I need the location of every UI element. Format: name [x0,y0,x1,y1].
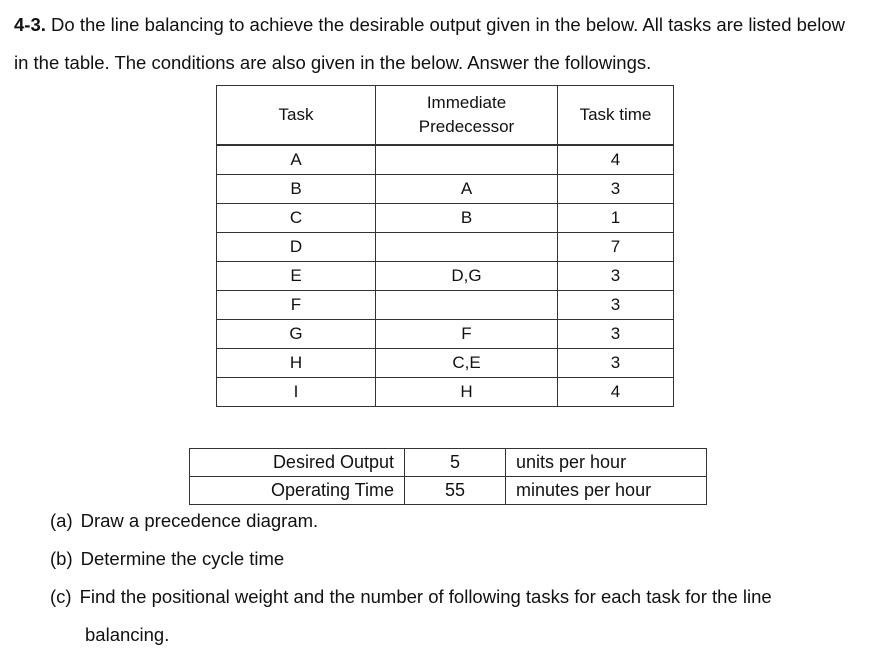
cell-task: D [217,233,376,262]
table-row [217,175,674,204]
conditions-table-body [190,449,707,505]
table-row [217,378,674,407]
table-row [217,233,674,262]
cell-predecessor [376,233,558,262]
conditions-table [189,448,707,505]
cell-task: G [217,320,376,349]
question-label: (b) [50,548,73,569]
cell-task-time: 1 [558,204,674,233]
cell-task: I [217,378,376,407]
cell-task-time: 3 [558,320,674,349]
header-predecessor [376,86,558,146]
condition-label: Desired Output [190,449,405,477]
cell-task: F [217,291,376,320]
problem-number: 4-3. [14,14,46,35]
condition-row [190,449,707,477]
cell-task-time: 3 [558,291,674,320]
cell-task: B [217,175,376,204]
header-task-time: Task time [558,86,674,146]
cell-task: E [217,262,376,291]
condition-value: 5 [405,449,506,477]
cell-predecessor [376,291,558,320]
table-row [217,204,674,233]
cell-predecessor: D,G [376,262,558,291]
condition-unit: units per hour [506,449,707,477]
question-label: (c) [50,586,72,607]
problem-text: Do the line balancing to achieve the desirable output given in the below. All tasks are listed below in the table. The conditions are also given in the below. Answer the followings. [14,14,845,73]
cell-task-time: 3 [558,175,674,204]
task-table [216,85,674,407]
cell-predecessor: C,E [376,349,558,378]
question-b [50,540,284,578]
header-task: Task [217,86,376,146]
cell-predecessor: F [376,320,558,349]
cell-task-time: 3 [558,262,674,291]
cell-predecessor [376,145,558,175]
cell-task-time: 4 [558,145,674,175]
question-text: Determine the cycle time [80,548,285,569]
task-table-body [217,145,674,407]
question-text: Draw a precedence diagram. [80,510,319,531]
question-a [50,502,318,540]
table-row [217,262,674,291]
cell-predecessor: B [376,204,558,233]
task-table-header [217,86,674,146]
cell-task-time: 3 [558,349,674,378]
cell-task-time: 4 [558,378,674,407]
cell-predecessor: H [376,378,558,407]
question-text-continued: balancing. [85,624,170,645]
table-row [217,145,674,175]
header-predecessor-text: Immediate Predecessor [418,93,515,136]
table-row [217,349,674,378]
table-row [217,291,674,320]
table-row [217,320,674,349]
question-c [50,578,850,654]
cell-task: H [217,349,376,378]
cell-task: A [217,145,376,175]
condition-label: Operating Time [190,477,405,505]
question-label: (a) [50,510,73,531]
condition-row [190,477,707,505]
problem-statement [14,6,864,82]
condition-unit: minutes per hour [506,477,707,505]
question-text: Find the positional weight and the number of following tasks for each task for the line [79,586,772,607]
condition-value: 55 [405,477,506,505]
cell-task-time: 7 [558,233,674,262]
cell-task: C [217,204,376,233]
cell-predecessor: A [376,175,558,204]
